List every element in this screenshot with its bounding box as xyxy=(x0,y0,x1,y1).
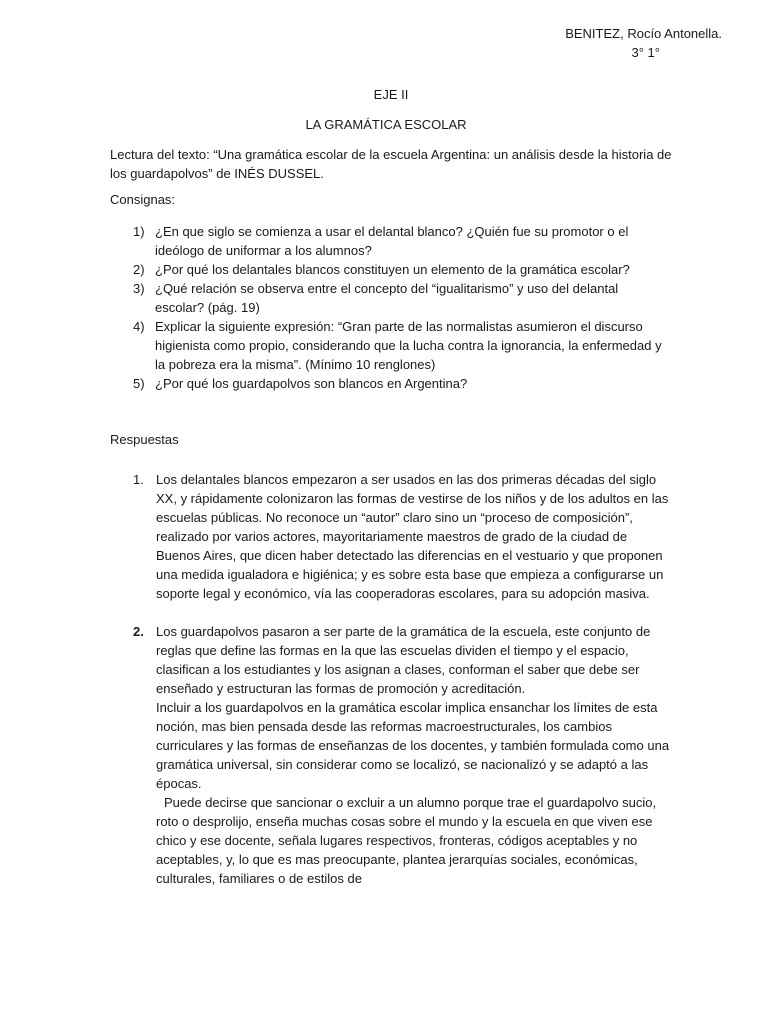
consignas-list xyxy=(110,222,670,393)
consigna-number: 5) xyxy=(133,376,145,391)
answer-paragraph: Los guardapolvos pasaron a ser parte de la gramática de la escuela, este conjunto de reglas que define las formas en la que las escuelas dividen el tiempo y el espacio, clasifican a los estudiantes y los asignan a clases, conforman el saber que debe ser enseñado y estructuran las formas de promoción y acreditación. xyxy=(156,624,651,696)
consigna-text: ¿Qué relación se observa entre el concepto del “igualitarismo” y uso del delantal escolar? (pág. 19) xyxy=(155,281,619,315)
consigna-number: 3) xyxy=(133,281,145,296)
consigna-number: 2) xyxy=(133,262,145,277)
consigna-number: 1) xyxy=(133,224,145,239)
answer-item xyxy=(110,622,670,888)
consigna-item xyxy=(110,260,670,279)
consigna-text: ¿Por qué los delantales blancos constituyen un elemento de la gramática escolar? xyxy=(155,262,630,277)
reading-reference: Lectura del texto: “Una gramática escolar de la escuela Argentina: un análisis desde la historia de los guardapolvos” de INÉS DUSSEL. xyxy=(110,147,672,181)
course-label: 3° 1° xyxy=(631,45,660,60)
consigna-number: 4) xyxy=(133,319,145,334)
consigna-item xyxy=(110,279,670,317)
answer-item xyxy=(110,470,670,603)
answer-paragraph: Los delantales blancos empezaron a ser usados en las dos primeras décadas del siglo XX, y rápidamente colonizaron las formas de vestirse de los niños y de los adultos en las escuelas públicas. No reconoce un “autor” claro sino un “proceso de composición”, realizado por varios actores, mayoritariamente maestros de grado de la ciudad de Buenos Aires, que dicen haber detectado las diferencias en el vestuario y que proponen una medida igualadora e higiénica; y es sobre esta base que empieza a configurarse un soporte legal y económico, vía las cooperadoras escolares, para su adopción masiva. xyxy=(156,472,669,601)
consigna-item xyxy=(110,374,670,393)
answer-paragraph: Puede decirse que sancionar o excluir a un alumno porque trae el guardapolvo sucio, roto o desprolijo, enseña muchas cosas sobre el mundo y la escuela en que viven ese chico y ese docente, señala lugares respectivos, fronteras, códigos aceptables y no aceptables, y, lo que es mas preocupante, plantea jerarquías sociales, económicas, culturales, familiares o de estilos de xyxy=(156,795,657,886)
consignas-heading: Consignas: xyxy=(110,192,176,207)
consigna-text: Explicar la siguiente expresión: “Gran parte de las normalistas asumieron el discurso higienista como propio, considerando que la lucha contra la ignorancia, la enfermedad y la pobreza era la misma”. (Mínimo 10 renglones) xyxy=(155,319,662,372)
consigna-text: ¿Por qué los guardapolvos son blancos en Argentina? xyxy=(155,376,468,391)
answers-list xyxy=(110,470,670,888)
answer-number: 2. xyxy=(133,624,144,639)
author-name: BENITEZ, Rocío Antonella. xyxy=(565,26,722,41)
section-title: EJE II xyxy=(373,87,409,102)
consigna-item xyxy=(110,222,670,260)
consigna-item xyxy=(110,317,670,374)
document-title: LA GRAMÁTICA ESCOLAR xyxy=(305,117,467,132)
author-header xyxy=(565,24,722,62)
respuestas-heading: Respuestas xyxy=(110,432,179,447)
consigna-text: ¿En que siglo se comienza a usar el delantal blanco? ¿Quién fue su promotor o el ideólogo de uniformar a los alumnos? xyxy=(155,224,629,258)
answer-number: 1. xyxy=(133,472,144,487)
answer-paragraph: Incluir a los guardapolvos en la gramática escolar implica ensanchar los límites de esta noción, mas bien pensada desde las reformas macroestructurales, los cambios curriculares y las formas de enseñanzas de los docentes, y también formulada como una gramática universal, sin considerar como se localizó, se nacionalizó y se adaptó a las épocas. xyxy=(156,700,670,791)
